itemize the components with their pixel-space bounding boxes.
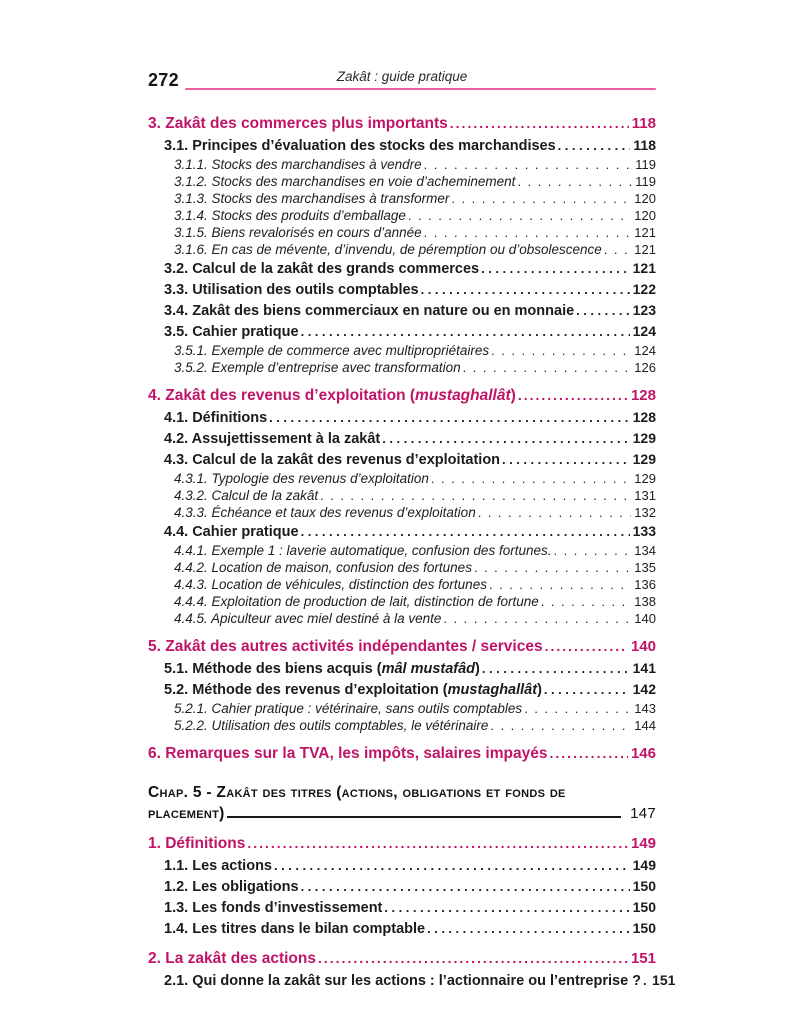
toc-entry-label: 5.2.2. Utilisation des outils comptables, le vétérinaire: [174, 718, 489, 733]
dot-leader: [382, 429, 629, 449]
underscore-leader: [227, 816, 621, 818]
toc-entry: [148, 742, 656, 765]
toc-entry-page: 120: [634, 208, 656, 223]
toc-entry-label: 3.5. Cahier pratique: [164, 324, 299, 340]
dot-leader: [450, 112, 629, 135]
toc-entry-page: 149: [630, 835, 656, 852]
toc-entry: [148, 635, 656, 658]
dot-leader: [269, 408, 630, 428]
toc-entry: [148, 487, 656, 504]
toc-entry: [148, 135, 656, 156]
toc-entry: [148, 658, 656, 679]
dot-leader: [643, 971, 649, 991]
toc-entry-label: 3.4. Zakât des biens commerciaux en nature ou en monnaie: [164, 303, 575, 319]
chapter-title-line1: Chap. 5 - Zakât des titres (actions, obligations et fonds de: [148, 784, 566, 801]
toc-entry-label: 4.4.1. Exemple 1 : laverie automatique, confusion des fortunes.: [174, 543, 552, 558]
toc-entry: [148, 359, 656, 376]
dot-leader: [544, 680, 630, 700]
toc-entry: [148, 576, 656, 593]
toc-entry-page: 124: [632, 323, 656, 339]
toc-entry-page: 131: [634, 488, 656, 503]
toc-entry-page: 121: [634, 242, 656, 257]
toc-entry-label: 2. La zakât des actions: [148, 950, 316, 967]
toc-entry: [148, 224, 656, 241]
toc-entry: [148, 470, 656, 487]
toc-entry-label: 5.1. Méthode des biens acquis (mâl mustafâd): [164, 661, 480, 677]
dot-leader: [478, 504, 632, 521]
toc-entry-label: 4.3.1. Typologie des revenus d’exploitation: [174, 471, 429, 486]
toc-entry-page: 120: [634, 191, 656, 206]
toc-entry-page: 128: [630, 387, 656, 404]
dot-leader: [431, 470, 631, 487]
toc-entry: [148, 504, 656, 521]
toc-entry: [148, 428, 656, 449]
toc-entry-page: 141: [632, 660, 656, 676]
toc-entry-label: 3.1.4. Stocks des produits d’emballage: [174, 208, 406, 223]
toc-entry: [148, 449, 656, 470]
toc-entry-label: 6. Remarques sur la TVA, les impôts, salaires impayés: [148, 745, 548, 762]
toc-entry: [148, 593, 656, 610]
toc-entry: [148, 342, 656, 359]
toc-entry-label: 3.1.3. Stocks des marchandises à transformer: [174, 191, 450, 206]
running-title: Zakât : guide pratique: [336, 69, 468, 84]
dot-leader: [424, 224, 632, 241]
toc-entry: [148, 300, 656, 321]
toc-entry: [148, 173, 656, 190]
chapter-title-line2: placement): [148, 805, 225, 822]
toc-entry-page: 128: [632, 409, 656, 425]
toc-entry-label: 4.3.3. Échéance et taux des revenus d’exploitation: [174, 505, 476, 520]
toc-entry-label: 3.5.1. Exemple de commerce avec multipropriétaires: [174, 343, 490, 358]
toc-entry: [148, 156, 656, 173]
dot-leader: [274, 856, 630, 876]
toc-entry-page: 122: [632, 281, 656, 297]
toc-entry-page: 136: [634, 577, 656, 592]
toc-entry-label: 3.5.2. Exemple d’entreprise avec transformation: [174, 360, 461, 375]
header-rule: [185, 88, 656, 90]
toc-entry: [148, 970, 676, 991]
dot-leader: [502, 450, 630, 470]
dot-leader: [549, 742, 628, 765]
toc-entry-label: 3.1.6. En cas de mévente, d’invendu, de péremption ou d’obsolescence: [174, 242, 602, 257]
dot-leader: [491, 342, 631, 359]
toc-entry-page: 143: [634, 701, 656, 716]
dot-leader: [524, 700, 631, 717]
toc-entry: [148, 559, 656, 576]
toc-entry: [148, 279, 656, 300]
toc-entry-page: 134: [634, 543, 656, 558]
toc-entry-page: 142: [632, 681, 656, 697]
toc-entry-label: 3. Zakât des commerces plus importants: [148, 115, 448, 132]
toc-entry-page: 140: [634, 611, 656, 626]
dot-leader: [320, 487, 631, 504]
toc-entry-label: 3.1. Principes d’évaluation des stocks des marchandises: [164, 138, 556, 154]
toc-entry-page: 150: [632, 899, 656, 915]
toc-entry-page: 151: [630, 950, 656, 967]
dot-leader: [541, 593, 632, 610]
toc-entry-page: 132: [634, 505, 656, 520]
dot-leader: [408, 207, 631, 224]
toc-entry: [148, 112, 656, 135]
toc-entry: [148, 855, 656, 876]
toc-entry-label: 4.3. Calcul de la zakât des revenus d’exploitation: [164, 452, 501, 468]
dot-leader: [463, 359, 632, 376]
dot-leader: [604, 241, 632, 258]
toc-entry-page: 138: [634, 594, 656, 609]
toc-entry-label: 1.2. Les obligations: [164, 879, 299, 895]
dot-leader: [489, 576, 631, 593]
dot-leader: [576, 301, 629, 321]
toc-entry-label: 4.4.4. Exploitation de production de lait, distinction de fortune: [174, 594, 539, 609]
toc-entry-label: 3.1.2. Stocks des marchandises en voie d’acheminement: [174, 174, 516, 189]
toc-entry-label: 5. Zakât des autres activités indépendantes / services: [148, 638, 543, 655]
toc-entry-page: 123: [632, 302, 656, 318]
toc-entry-page: 118: [631, 115, 656, 132]
dot-leader: [424, 156, 633, 173]
dot-leader: [451, 190, 631, 207]
toc-entry: [148, 610, 656, 627]
dot-leader: [427, 919, 630, 939]
toc-entry-label: 1. Définitions: [148, 835, 246, 852]
toc-entry: [148, 542, 656, 559]
toc-entry-page: 119: [635, 174, 656, 189]
toc-entry: [148, 717, 656, 734]
toc-entry-page: 135: [634, 560, 656, 575]
toc-entry: [148, 832, 656, 855]
toc-entry-label: 2.1. Qui donne la zakât sur les actions : l’actionnaire ou l’entreprise ?: [164, 973, 642, 989]
toc-entry-page: 151: [652, 972, 676, 988]
dot-leader: [318, 947, 628, 970]
toc-entry-label: 4.3.2. Calcul de la zakât: [174, 488, 319, 503]
toc-entry-label: 5.2. Méthode des revenus d’exploitation (mustaghallât): [164, 682, 542, 698]
toc-entry: [148, 207, 656, 224]
toc-entry-page: 140: [630, 638, 656, 655]
dot-leader: [545, 635, 628, 658]
toc-entry-label: 4.4. Cahier pratique: [164, 524, 299, 540]
dot-leader: [421, 280, 630, 300]
toc-entry: [148, 258, 656, 279]
dot-leader: [247, 832, 628, 855]
toc-entry: [148, 190, 656, 207]
toc-entry-page: 129: [632, 430, 656, 446]
toc-entry-label: 4. Zakât des revenus d’exploitation (mustaghallât): [148, 387, 516, 404]
toc-entry-label: 4.4.5. Apiculteur avec miel destiné à la vente: [174, 611, 442, 626]
toc-entry-label: 1.3. Les fonds d’investissement: [164, 900, 383, 916]
toc-entry-page: 129: [634, 471, 656, 486]
dot-leader: [490, 717, 631, 734]
toc-entry: [148, 321, 656, 342]
toc-entry-label: 4.4.2. Location de maison, confusion des fortunes: [174, 560, 472, 575]
dot-leader: [301, 522, 630, 542]
toc-entry-page: 150: [632, 920, 656, 936]
dot-leader: [518, 384, 628, 407]
toc-entry: [148, 918, 656, 939]
toc-entry-page: 121: [632, 260, 656, 276]
toc-entry-label: 3.1.1. Stocks des marchandises à vendre: [174, 157, 422, 172]
toc-entry-page: 149: [632, 857, 656, 873]
toc-entry-label: 4.4.3. Location de véhicules, distinction des fortunes: [174, 577, 487, 592]
toc-entry-page: 144: [634, 718, 656, 733]
toc-entry-page: 146: [630, 745, 656, 762]
toc-entry-label: 1.1. Les actions: [164, 858, 272, 874]
toc-entry-page: 119: [635, 157, 656, 172]
toc-entry-label: 4.1. Définitions: [164, 410, 268, 426]
dot-leader: [443, 610, 631, 627]
toc: [148, 112, 676, 991]
toc-entry-label: 3.1.5. Biens revalorisés en cours d’année: [174, 225, 422, 240]
toc-entry-page: 126: [634, 360, 656, 375]
toc-entry-page: 118: [633, 137, 656, 153]
dot-leader: [517, 173, 632, 190]
toc-entry: [148, 241, 656, 258]
dot-leader: [482, 659, 630, 679]
dot-leader: [481, 259, 630, 279]
dot-leader: [384, 898, 629, 918]
toc-entry: [148, 407, 656, 428]
toc-entry-page: 121: [634, 225, 656, 240]
dot-leader: [301, 877, 630, 897]
toc-entry: [148, 384, 656, 407]
toc-entry-page: 129: [632, 451, 656, 467]
toc-entry: [148, 700, 656, 717]
page-number: 272: [148, 70, 179, 90]
dot-leader: [553, 542, 631, 559]
toc-entry-label: 3.3. Utilisation des outils comptables: [164, 282, 419, 298]
toc-entry-label: 1.4. Les titres dans le bilan comptable: [164, 921, 426, 937]
toc-entry: [148, 521, 656, 542]
toc-entry-page: 150: [632, 878, 656, 894]
toc-entry-page: 133: [632, 523, 656, 539]
toc-entry: [148, 876, 656, 897]
chapter-heading: [148, 782, 656, 824]
toc-entry-label: 5.2.1. Cahier pratique : vétérinaire, sans outils comptables: [174, 701, 523, 716]
toc-entry-label: 4.2. Assujettissement à la zakât: [164, 431, 381, 447]
toc-entry-label: 3.2. Calcul de la zakât des grands commerces: [164, 261, 480, 277]
toc-entry: [148, 679, 656, 700]
chapter-page: 147: [630, 805, 656, 822]
dot-leader: [558, 136, 631, 156]
dot-leader: [301, 322, 630, 342]
toc-entry: [148, 947, 656, 970]
toc-entry-page: 124: [634, 343, 656, 358]
dot-leader: [474, 559, 631, 576]
toc-entry: [148, 897, 656, 918]
